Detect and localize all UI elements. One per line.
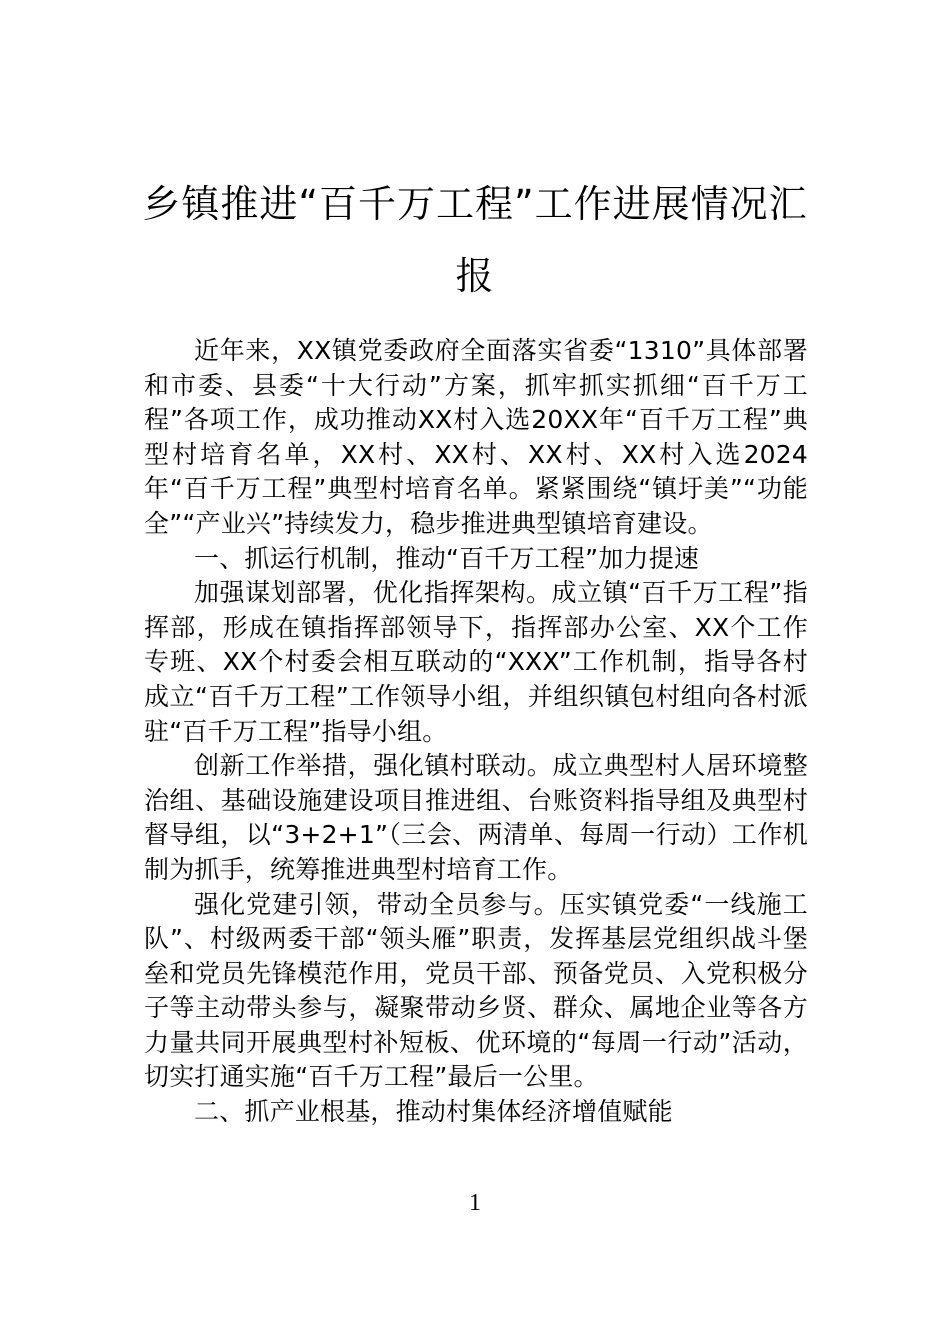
paragraph-intro: 近年来，XX镇党委政府全面落实省委“1310”具体部署和市委、县委“十大行动”方案，抓牢抓实抓细“百千万工程”各项工作，成功推动XX村入选20XX年“百千万工程”典型村培育名单，XX村、XX村、XX村、XX村入选2024年“百千万工程”典型村培育名单。紧紧围绕“镇圩美”“功能全”“产业兴”持续发力，稳步推进典型镇培育建设。 <box>144 336 808 538</box>
paragraph-party-building: 强化党建引领，带动全员参与。压实镇党委“一线施工队”、村级两委干部“领头雁”职责，发挥基层党组织战斗堡垒和党员先锋模范作用，党员干部、预备党员、入党积极分子等主动带头参与，凝聚带动乡贤、群众、属地企业等各方力量共同开展典型村补短板、优环境的“每周一行动”活动，切实打通实施“百千万工程”最后一公里。 <box>144 889 808 1092</box>
document-title: 乡镇推进“百千万工程”工作进展情况汇报 <box>142 182 808 298</box>
paragraph-innovation: 创新工作举措，强化镇村联动。成立典型村人居环境整治组、基础设施建设项目推进组、台账资料指导组及典型村督导组，以“3+2+1”（三会、两清单、每周一行动）工作机制为抓手，统筹推进典型村培育工作。 <box>144 751 808 884</box>
section-heading-2: 二、抓产业根基，推动村集体经济增值赋能 <box>194 1097 673 1127</box>
page-number: 1 <box>469 1190 481 1216</box>
document-body <box>144 334 808 1130</box>
paragraph-planning: 加强谋划部署，优化指挥架构。成立镇“百千万工程”指挥部，形成在镇指挥部领导下，指挥部办公室、XX个工作专班、XX个村委会相互联动的“XXX”工作机制，指导各村成立“百千万工程”工作领导小组，并组织镇包村组向各村派驻“百千万工程”指导小组。 <box>144 578 808 746</box>
section-heading-1: 一、抓运行机制，推动“百千万工程”加力提速 <box>194 543 700 573</box>
